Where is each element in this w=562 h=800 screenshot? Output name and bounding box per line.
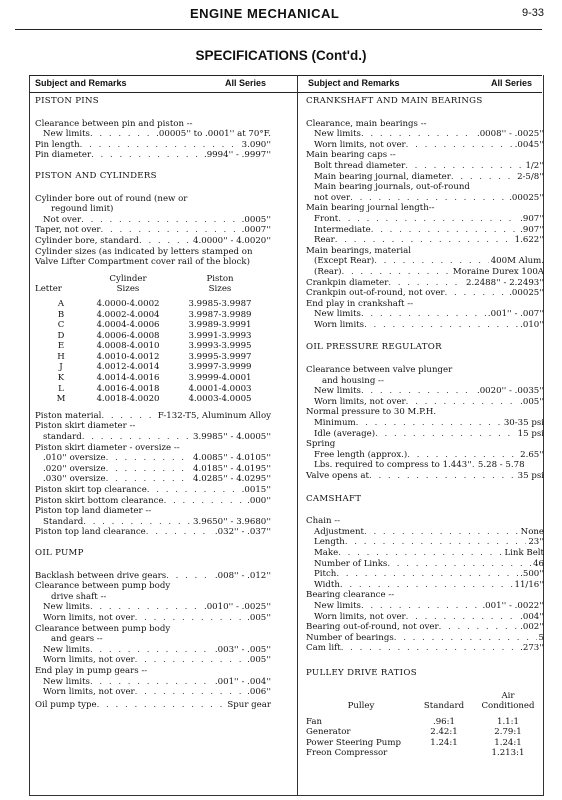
table-cell: 1.24:1 [494, 737, 522, 748]
spec-row: Taper, not over . . . .0007'' [35, 225, 271, 236]
page-header [0, 6, 562, 24]
spec-label: Chain -- [306, 516, 341, 527]
spec-row: Pitch . . . .500'' [306, 569, 544, 580]
spec-label: regound limit) [51, 204, 114, 215]
spec-row: Crankpin diameter . . . 2.2488'' - 2.2493'' [306, 278, 544, 289]
spec-row: Pin length . . . 3.090'' [35, 140, 271, 151]
table-cell: 4.0001-4.0003 [188, 383, 252, 394]
table-cell: 3.9999-4.0001 [188, 373, 252, 384]
spec-row: Worn limits, not over . . . .004'' [306, 612, 544, 623]
spec-label: and gears -- [51, 634, 103, 645]
spec-row: New limits . . . .0008'' - .0025'' [306, 129, 544, 140]
spec-row: Piston skirt top clearance . . . .0015'' [35, 485, 271, 496]
pulley-ratio-table [306, 691, 544, 760]
spec-label: Piston skirt diameter -- [35, 421, 136, 432]
spec-row: Worn limits, not over . . . .005'' [306, 397, 544, 408]
spec-row: .020'' oversize . . . 4.0185'' - 4.0195'' [35, 464, 271, 475]
table-cell: 4.0003-4.0005 [188, 394, 252, 405]
spec-label: End play in crankshaft -- [306, 298, 414, 309]
spec-label: drive shaft -- [51, 591, 107, 602]
spec-label: Main bearing journals, out-of-round [314, 182, 470, 193]
spec-row: New limits . . . .0020'' - .0035'' [306, 386, 544, 397]
spec-row: Intermediate . . . .907'' [306, 225, 544, 236]
table-cell: 4.0010-4.0012 [96, 351, 160, 362]
table-cell: M [56, 394, 66, 405]
section-title: PISTON PINS [35, 96, 99, 106]
spec-row: Cam lift . . . .273'' [306, 643, 544, 654]
spec-row: Width . . . 11/16'' [306, 580, 544, 591]
spec-label: Spring [306, 439, 336, 450]
spec-row: Oil pump type . . . Spur gear [35, 700, 271, 711]
spec-row: Not over . . . .0005'' [35, 215, 271, 226]
spec-label: End play in pump gears -- [35, 665, 148, 676]
table-cell: K [57, 373, 65, 384]
table-row [306, 717, 544, 728]
table-cell: 4.0004-4.0006 [96, 320, 160, 331]
table-head-row: Letter Sizes Sizes [35, 284, 232, 295]
spec-row: Idle (average) . . . 15 psi [306, 429, 544, 440]
table-cell: 4.0006-4.0008 [96, 330, 160, 341]
table-cell: E [57, 341, 65, 352]
spec-row: Free length (approx.) . . . 2.65'' [306, 450, 544, 461]
cylinder-size-table [35, 274, 271, 405]
spec-row: New limits . . . .003'' - .005'' [35, 645, 271, 656]
spec-title: SPECIFICATIONS (Cont'd.) [195, 48, 367, 63]
spec-row: Worn limits, not over . . . .006'' [35, 687, 271, 698]
spec-row: Worn limits . . . .010'' [306, 320, 544, 331]
section-title: OIL PRESSURE REGULATOR [306, 342, 442, 353]
spec-row: Rear . . . 1.622'' [306, 235, 544, 246]
table-cell: 4.0014-4.0016 [96, 373, 160, 384]
table-row [35, 394, 271, 405]
spec-row: Backlash between drive gears . . . .008'' - .012'' [35, 571, 271, 582]
spec-row: Piston top land clearance . . . .032'' - .037'' [35, 527, 271, 538]
spec-label: and housing -- [322, 375, 384, 386]
table-row [35, 362, 271, 373]
spec-row: Pin diameter . . . .9994'' - .9997'' [35, 150, 271, 161]
spec-row: Worn limits, not over . . . .005'' [35, 655, 271, 666]
right-column [306, 96, 544, 759]
spec-label: Bearing clearance -- [306, 590, 395, 601]
spec-row: Piston material . . . F-132-T5, Aluminum Alloy [35, 411, 271, 422]
spec-note: Cylinder sizes (as indicated by letters stamped on Valve Lifter Compartment cover rail of the block) [35, 246, 253, 268]
spec-row: Cylinder bore, standard . . . 4.0000'' - 4.0020'' [35, 236, 271, 247]
table-row [35, 299, 271, 310]
table-cell: L [58, 383, 64, 394]
table-cell: 2.79:1 [494, 727, 522, 738]
table-cell: Fan [306, 716, 323, 727]
spec-row: Crankpin out-of-round, not over . . . .00025'' [306, 288, 544, 299]
spec-row: Main bearing journal, diameter . . . 2-5/8'' [306, 172, 544, 183]
table-cell: A [57, 298, 65, 309]
spec-label: Main bearing journal length-- [306, 203, 435, 214]
spec-label: Cylinder bore out of round (new or [35, 193, 188, 204]
spec-row: Minimum . . . 30-35 psi [306, 418, 544, 429]
table-cell: 4.0008-4.0010 [96, 341, 160, 352]
table-cell: B [57, 309, 65, 320]
section-title: PISTON AND CYLINDERS [35, 170, 157, 181]
table-cell: J [59, 362, 63, 373]
spec-label: Clearance, main bearings -- [306, 118, 427, 129]
spec-row: standard . . . 3.9985'' - 4.0005'' [35, 432, 271, 443]
spec-row: Piston skirt bottom clearance . . . .000'' [35, 496, 271, 507]
spec-label: Clearance between pump body [35, 581, 171, 592]
table-cell: 3.9995-3.9997 [188, 351, 252, 362]
spec-row: New limits . . . .00005'' to .0001'' at 70°F. [35, 129, 271, 140]
spec-row: not over . . . .00025'' [306, 193, 544, 204]
table-cell: 4.0012-4.0014 [96, 362, 160, 373]
table-cell: H [57, 351, 65, 362]
table-row [35, 352, 271, 363]
table-cell: 4.0016-4.0018 [96, 383, 160, 394]
spec-label: Piston skirt diameter - oversize -- [35, 442, 180, 453]
spec-row: Length . . . 23'' [306, 537, 544, 548]
table-cell: D [57, 330, 65, 341]
table-row [306, 738, 544, 749]
spec-row: Standard . . . 3.9650'' - 3.9680'' [35, 517, 271, 528]
spec-row: Bolt thread diameter . . . 1/2'' [306, 161, 544, 172]
table-cell: Generator [306, 727, 351, 738]
spec-label: Main bearing caps -- [306, 150, 396, 161]
table-cell: 3.9993-3.9995 [188, 341, 252, 352]
section-title: PULLEY DRIVE RATIOS [306, 667, 417, 678]
table-row [306, 727, 544, 738]
col-series-right: All Series [491, 78, 533, 88]
spec-row: Front . . . .907'' [306, 214, 544, 225]
table-head-row: Air [501, 690, 515, 701]
table-row [35, 320, 271, 331]
table-cell: 1.24:1 [430, 737, 458, 748]
spec-row: Worn limits, not over . . . .005'' [35, 613, 271, 624]
spec-row: Number of bearings . . . 5 [306, 633, 544, 644]
spec-row: Make . . . Link Belt [306, 548, 544, 559]
spec-label: Piston top land diameter -- [35, 506, 152, 517]
table-cell: 3.9985-3.9987 [188, 298, 252, 309]
table-head-row: Pulley Standard Conditioned [347, 701, 535, 712]
table-cell: 1.213:1 [491, 748, 525, 759]
column-header-bar [29, 75, 542, 93]
spec-row: Adjustment . . . None [306, 527, 544, 538]
section-title: CRANKSHAFT AND MAIN BEARINGS [306, 96, 483, 106]
table-cell [416, 748, 472, 759]
table-cell: 4.0002-4.0004 [96, 309, 160, 320]
table-row [35, 341, 271, 352]
section-title: OIL PUMP [35, 547, 84, 558]
col-series-left: All Series [225, 78, 267, 88]
spec-row: New limits . . . .001'' - .007'' [306, 309, 544, 320]
table-row [306, 748, 544, 759]
spec-row: Bearing out-of-round, not over . . . .002'' [306, 622, 544, 633]
table-cell: 4.0018-4.0020 [96, 394, 160, 405]
table-cell: 3.9991-3.9993 [188, 330, 252, 341]
table-cell: 1.1:1 [496, 716, 520, 727]
spec-label: Main bearings, material [306, 245, 411, 256]
table-cell: 2.42:1 [430, 727, 458, 738]
section-title: CAMSHAFT [306, 493, 362, 504]
table-cell: Freon Compressor [306, 748, 388, 759]
spec-row: Valve opens at . . . 35 psi [306, 471, 544, 482]
table-head-row: Cylinder Piston [109, 273, 234, 284]
spec-row: Number of Links . . . 46 [306, 559, 544, 570]
col-subject-left: Subject and Remarks [35, 78, 127, 88]
header-title: ENGINE MECHANICAL [190, 6, 340, 21]
spec-row: (Rear) . . . Moraine Durex 100A [306, 267, 544, 278]
header-rule [15, 29, 542, 30]
spec-row: Worn limits, not over . . . .0045'' [306, 140, 544, 151]
spec-label: Normal pressure to 30 M.P.H. [306, 407, 437, 418]
table-row [35, 373, 271, 384]
spec-label: Clearance between valve plunger [306, 365, 453, 376]
table-cell: Power Steering Pump [306, 737, 401, 748]
table-cell: 3.9987-3.9989 [188, 309, 252, 320]
spec-row: Lbs. required to compress to 1.443'' . . . 5.28 - 5.78 [306, 460, 544, 471]
spec-row: New limits . . . .001'' - .0022'' [306, 601, 544, 612]
spec-row: New limits . . . .001'' - .004'' [35, 677, 271, 688]
col-subject-right: Subject and Remarks [308, 78, 400, 88]
table-cell: C [57, 320, 65, 331]
spec-row: .010'' oversize . . . 4.0085'' - 4.0105'' [35, 453, 271, 464]
spec-row: New limits . . . .0010'' - .0025'' [35, 602, 271, 613]
table-cell: 4.0000-4.0002 [96, 298, 160, 309]
table-cell: 3.9997-3.9999 [188, 362, 252, 373]
spec-label: Clearance between pin and piston -- [35, 118, 193, 129]
left-column [35, 96, 271, 710]
table-row [35, 384, 271, 395]
spec-label: Clearance between pump body [35, 623, 171, 634]
table-row [35, 310, 271, 321]
table-cell: 3.9989-3.9991 [188, 320, 252, 331]
page-number: 9-33 [521, 7, 544, 19]
spec-row: .030'' oversize . . . 4.0285'' - 4.0295'' [35, 474, 271, 485]
table-cell: .96:1 [432, 716, 456, 727]
column-divider [297, 75, 298, 795]
spec-row: (Except Rear) . . . 400M Alum. [306, 256, 544, 267]
table-row [35, 331, 271, 342]
